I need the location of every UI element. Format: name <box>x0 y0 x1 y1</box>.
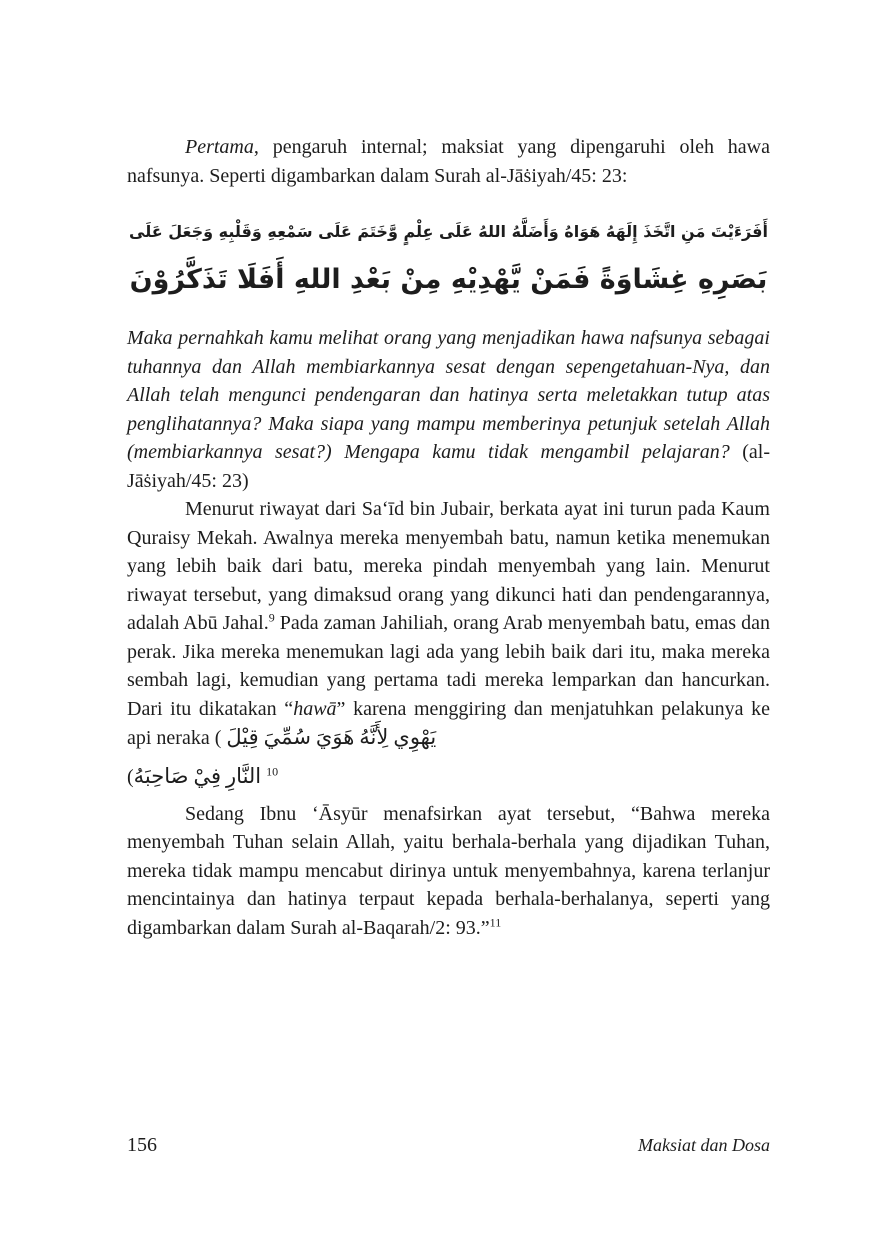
verse-translation-paragraph <box>127 324 770 495</box>
arabic-inline-word: فِيْ <box>193 763 222 788</box>
arabic-inline-word: صَاحِبَهُ <box>133 763 189 788</box>
paragraph-pertama <box>127 133 770 190</box>
arabic-inline-word: قِيْلَ <box>226 725 259 749</box>
lead-word-pertama: Pertama <box>185 136 254 158</box>
hawa-italic-term: hawā <box>293 697 337 720</box>
arabic-inline-word: هَوَيَ <box>315 725 355 749</box>
quran-verse-line-1: أَفَرَءَيْتَ مَنِ اتَّخَذَ إِلَهَهُ هَوَاهُ وَأَضَلَّهُ اللهُ عَلَى عِلْمٍ وَّخَتَمَ عَلَى سَمْعِهِ وَقَلْبِهِ وَجَعَلَ عَلَى <box>129 222 768 241</box>
paragraph-text-part3: ” karena menggiring dan menjatuhkan pelakunya ke api neraka ( <box>127 697 770 749</box>
arabic-inline-word: النَّارِ <box>226 763 262 788</box>
quran-verse-block <box>127 208 770 304</box>
paragraph-pertama-text: , pengaruh internal; maksiat yang dipengaruhi oleh hawa nafsunya. Seperti digambarkan dalam Surah al-Jāṡiyah/45: 23: <box>127 136 770 187</box>
page-footer <box>127 1134 770 1157</box>
page-content <box>127 133 770 942</box>
arabic-inline-word: لِأَنَّهُ <box>359 725 389 749</box>
arabic-paren: ( <box>127 765 134 788</box>
page-number: 156 <box>127 1134 157 1156</box>
footnote-ref-10: 10 <box>266 763 279 778</box>
arabic-continuation-line <box>127 753 770 800</box>
arabic-inline-word: سُمِّيَ <box>263 725 311 749</box>
paragraph-text: Sedang Ibnu ‘Āsyūr menafsirkan ayat tersebut, “Bahwa mereka menyembah Tuhan selain Allah, yaitu berhala-berhala yang dijadikan Tuhan, mereka tidak mampu mencabut dirinya untuk menyembahnya, karena terlanjur mencintainya dan hatinya terpaut kepada berhala-berhalanya, seperti yang digambarkan dalam Surah al-Baqarah/2: 93.” <box>127 802 770 939</box>
paragraph-menurut-riwayat <box>127 495 770 753</box>
arabic-inline-word: يَهْوِي <box>393 725 437 749</box>
footnote-ref-9: 9 <box>268 610 275 625</box>
translation-text: Maka pernahkah kamu melihat orang yang menjadikan hawa nafsunya sebagai tuhannya dan Allah membiarkannya sesat dengan sepengetahuan-Nya, dan Allah telah mengunci pendengaran dan hatinya serta meletakkan tutup atas penglihatannya? Maka siapa yang mampu memberinya petunjuk setelah Allah (membiarkannya sesat?) Mengapa kamu tidak mengambil pelajaran? <box>127 327 770 463</box>
paragraph-text-part2: Pada zaman Jahiliah, orang Arab menyembah batu, emas dan perak. Jika mereka menemukan lagi ada yang lebih baik dari itu, maka mereka sembah lagi, kemudian yang pertama tadi mereka lemparkan dan hancurkan. Dari itu dikatakan “ <box>127 612 770 720</box>
running-title: Maksiat dan Dosa <box>638 1135 770 1155</box>
footnote-ref-11: 11 <box>489 914 502 929</box>
translation-source-reference: (al-Jāṡiyah/45: 23) <box>127 441 770 492</box>
quran-verse-line-2: بَصَرِهِ غِشَاوَةً فَمَنْ يَّهْدِيْهِ مِنْ بَعْدِ اللهِ أَفَلَا تَذَكَّرُوْنَ <box>129 264 768 295</box>
paragraph-sedang-ibnu-asyur <box>127 800 770 943</box>
paragraph-text-part1: Menurut riwayat dari Sa‘īd bin Jubair, berkata ayat ini turun pada Kaum Quraisy Mekah. Awalnya mereka menyembah batu, namun ketika menemukan yang lebih baik dari batu, mereka pindah menyembah yang lain. Menurut riwayat tersebut, yang dimaksud orang yang dikunci hati dan pendengarannya, adalah Abū Jahal. <box>127 498 770 634</box>
